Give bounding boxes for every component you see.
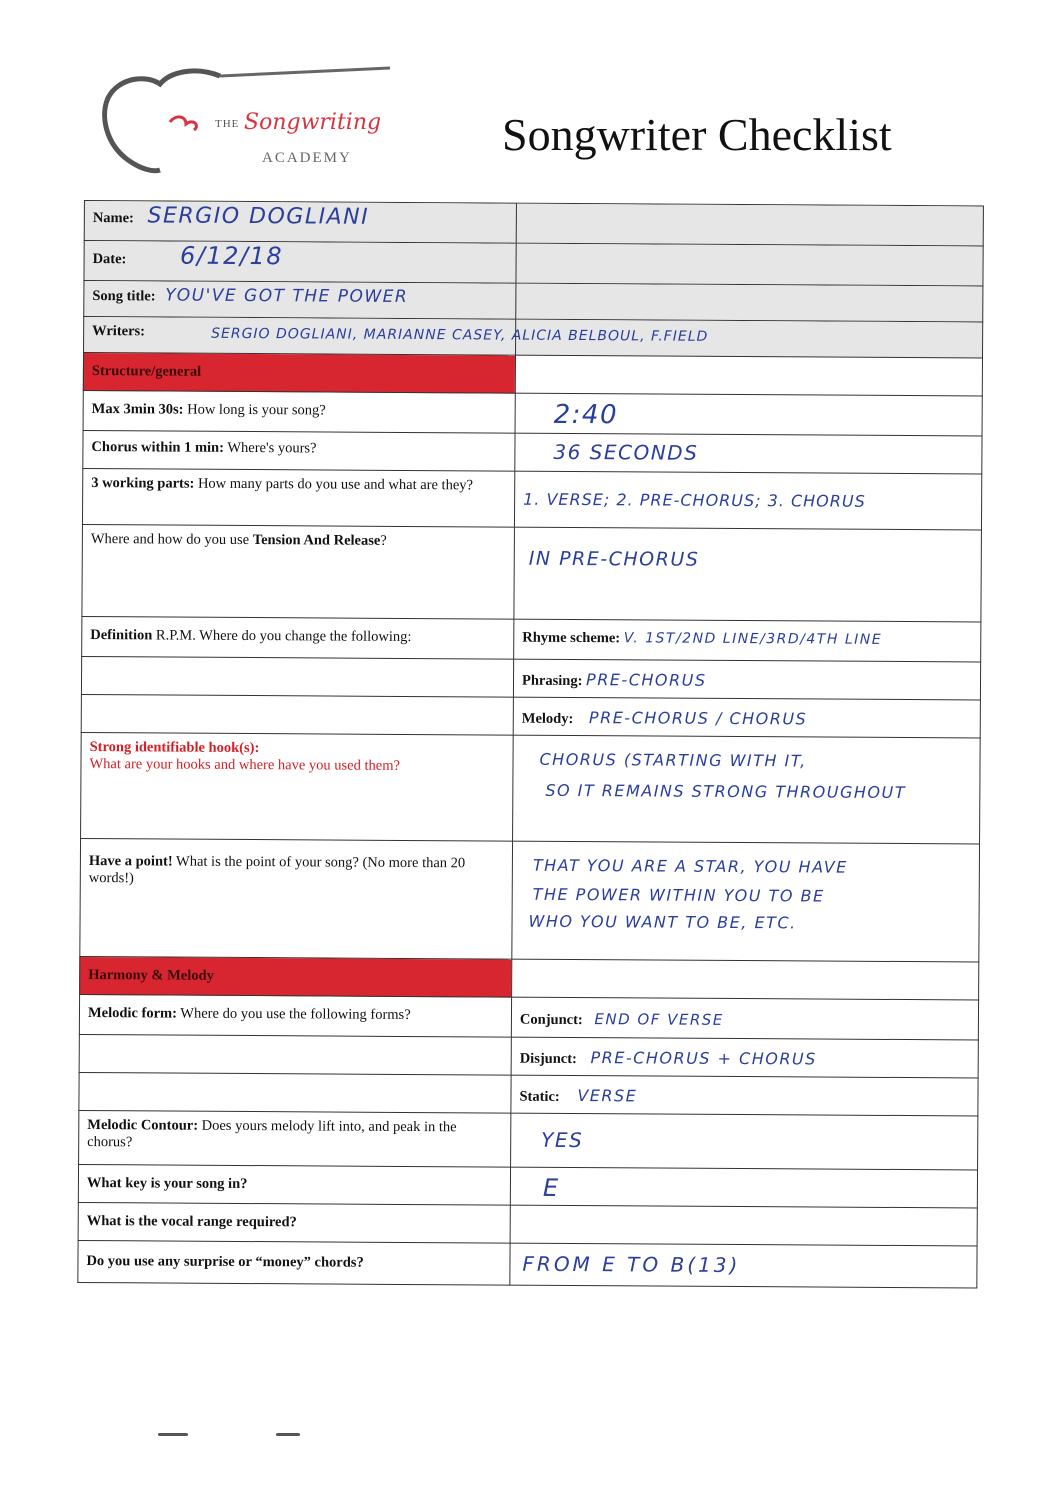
contour-row: [78, 1110, 978, 1170]
logo-songwriting: Songwriting: [244, 110, 382, 135]
money-answer-cell: [509, 1244, 977, 1289]
song-title-right-cell: [515, 284, 983, 323]
phrasing-label: Phrasing:: [521, 672, 583, 690]
chorus-timing-label: Chorus within 1 min:: [91, 439, 225, 456]
disjunct-cell: [511, 1038, 979, 1079]
writers-label: Writers:: [92, 323, 146, 340]
scan-mark-left: [158, 1433, 188, 1436]
phrasing-answer: PRE-CHORUS: [586, 670, 707, 690]
conjunct-label: Conjunct:: [519, 1011, 583, 1029]
range-label: What is the vocal range required?: [86, 1213, 297, 1231]
static-row: [78, 1072, 978, 1116]
harmony-right-cell: [511, 960, 979, 1001]
rhyme-label: Rhyme scheme:: [522, 629, 621, 647]
melodic-form-text: Where do you use the following forms?: [176, 1005, 411, 1024]
definition-text: R.P.M. Where do you change the following:: [152, 627, 412, 646]
parts-answer-cell: [514, 472, 982, 531]
hook-answer-line-1: CHORUS (STARTING WITH IT,: [539, 749, 807, 771]
definition-row: [81, 616, 981, 662]
money-label: Do you use any surprise or “money” chords?: [86, 1253, 364, 1271]
hook-row: [80, 732, 981, 844]
length-label: Max 3min 30s:: [91, 401, 184, 418]
parts-answer: 1. VERSE; 2. PRE-CHORUS; 3. CHORUS: [523, 489, 866, 511]
tension-answer-cell: [513, 528, 982, 623]
point-answer-line-2: THE POWER WITHIN YOU TO BE: [532, 884, 825, 906]
range-row: [78, 1202, 978, 1246]
name-row: [84, 200, 984, 246]
tension-row: [81, 524, 982, 622]
definition-label: Definition: [90, 627, 153, 644]
length-text: How long is your song?: [183, 401, 326, 419]
melodic-form-question: [79, 995, 511, 1038]
point-answer-cell: [511, 842, 980, 963]
melody-answer: PRE-CHORUS / CHORUS: [588, 708, 808, 729]
disjunct-answer: PRE-CHORUS + CHORUS: [590, 1048, 817, 1069]
structure-section-row: [83, 352, 983, 396]
tension-end: ?: [380, 532, 387, 549]
parts-row: [82, 468, 982, 530]
key-answer-cell: [510, 1168, 978, 1209]
checklist-table: [77, 192, 996, 1298]
scan-mark-right: [276, 1433, 300, 1436]
hook-label: Strong identifiable hook(s):: [89, 739, 260, 757]
date-cell: [83, 241, 515, 284]
point-answer-line-3: WHO YOU WANT TO BE, ETC.: [528, 911, 797, 933]
contour-question: [78, 1111, 510, 1168]
tension-label: Tension And Release: [252, 532, 381, 549]
static-answer: VERSE: [577, 1086, 638, 1106]
contour-label: Melodic Contour:: [87, 1117, 199, 1134]
tension-answer: IN PRE-CHORUS: [528, 547, 700, 571]
hook-question: [80, 733, 513, 842]
phrasing-row: [81, 656, 981, 700]
parts-label: 3 working parts:: [91, 475, 195, 492]
page-title: Songwriter Checklist: [502, 109, 892, 160]
key-answer: E: [542, 1173, 560, 1202]
chorus-timing-answer: 36 SECONDS: [553, 439, 699, 465]
logo-the: THE: [215, 118, 240, 130]
name-label: Name:: [92, 210, 134, 227]
chorus-timing-question: [82, 431, 514, 472]
melody-left-cell: [81, 695, 513, 736]
point-row: [79, 838, 980, 962]
logo-academy: ACADEMY: [262, 150, 352, 166]
conjunct-cell: [511, 998, 979, 1041]
melodic-form-row: [79, 994, 979, 1040]
money-question: [77, 1241, 509, 1286]
chorus-timing-row: [82, 430, 982, 474]
contour-answer: YES: [541, 1127, 584, 1153]
date-right-cell: [515, 244, 983, 287]
song-title-cell: [83, 281, 515, 320]
date-row: [83, 240, 983, 286]
chorus-timing-text: Where's yours?: [223, 439, 317, 457]
key-question: [78, 1165, 510, 1206]
static-left-cell: [78, 1073, 510, 1114]
rhyme-answer: V. 1ST/2ND LINE/3RD/4TH LINE: [623, 630, 883, 648]
hook-text: What are your hooks and where have you used them?: [89, 756, 400, 774]
song-title-label: Song title:: [92, 288, 156, 305]
structure-right-cell: [515, 356, 983, 397]
point-text: What is the point of your song? (No more than 20 words!): [88, 853, 466, 887]
structure-section-header: Structure/general: [83, 353, 515, 394]
key-label: What key is your song in?: [86, 1175, 248, 1193]
money-row: [77, 1240, 977, 1288]
length-question: [83, 391, 515, 434]
parts-question: [82, 469, 514, 528]
point-question: [79, 839, 512, 960]
contour-answer-cell: [510, 1114, 978, 1171]
name-cell: [84, 201, 516, 244]
harmony-section-row: [79, 956, 979, 1000]
parts-text: How many parts do you use and what are they?: [194, 475, 474, 494]
melody-row: [81, 694, 981, 738]
disjunct-label: Disjunct:: [519, 1050, 577, 1068]
contour-text: Does yours melody lift into, and peak in the chorus?: [87, 1117, 457, 1151]
key-row: [78, 1164, 978, 1208]
name-value: SERGIO DOGLIANI: [147, 203, 370, 230]
conjunct-answer: END OF VERSE: [594, 1010, 724, 1029]
tension-text: Where and how do you use: [90, 531, 253, 549]
point-label: Have a point!: [88, 853, 173, 870]
melody-label: Melody:: [521, 710, 574, 727]
phrasing-cell: [513, 660, 981, 701]
melodic-form-label: Melodic form:: [87, 1005, 178, 1022]
melody-cell: [513, 698, 981, 739]
harmony-section-header: Harmony & Melody: [79, 957, 511, 998]
phrasing-left-cell: [81, 657, 513, 698]
static-label: Static:: [519, 1088, 560, 1105]
writers-value: SERGIO DOGLIANI, MARIANNE CASEY, ALICIA BELBOUL, F.FIELD: [211, 325, 709, 345]
date-value: 6/12/18: [179, 241, 284, 271]
disjunct-left-cell: [79, 1035, 511, 1076]
hook-answer-cell: [512, 736, 981, 845]
length-row: [83, 390, 983, 436]
definition-question: [81, 617, 513, 660]
hook-answer-line-2: SO IT REMAINS STRONG THROUGHOUT: [545, 780, 907, 803]
money-answer: FROM E TO B(13): [522, 1251, 741, 1278]
tension-question: [81, 525, 514, 620]
name-right-cell: [516, 204, 984, 247]
chorus-timing-answer-cell: [514, 434, 982, 475]
range-answer-cell: [510, 1206, 978, 1247]
rhyme-cell: [513, 620, 981, 663]
song-title-value: YOU'VE GOT THE POWER: [165, 285, 409, 307]
static-cell: [510, 1076, 978, 1117]
disjunct-row: [79, 1034, 979, 1078]
date-label: Date:: [92, 251, 127, 268]
length-answer-cell: [515, 394, 983, 437]
length-answer: 2:40: [553, 399, 619, 431]
point-answer-line-1: THAT YOU ARE A STAR, YOU HAVE: [532, 855, 848, 877]
range-question: [78, 1203, 510, 1244]
